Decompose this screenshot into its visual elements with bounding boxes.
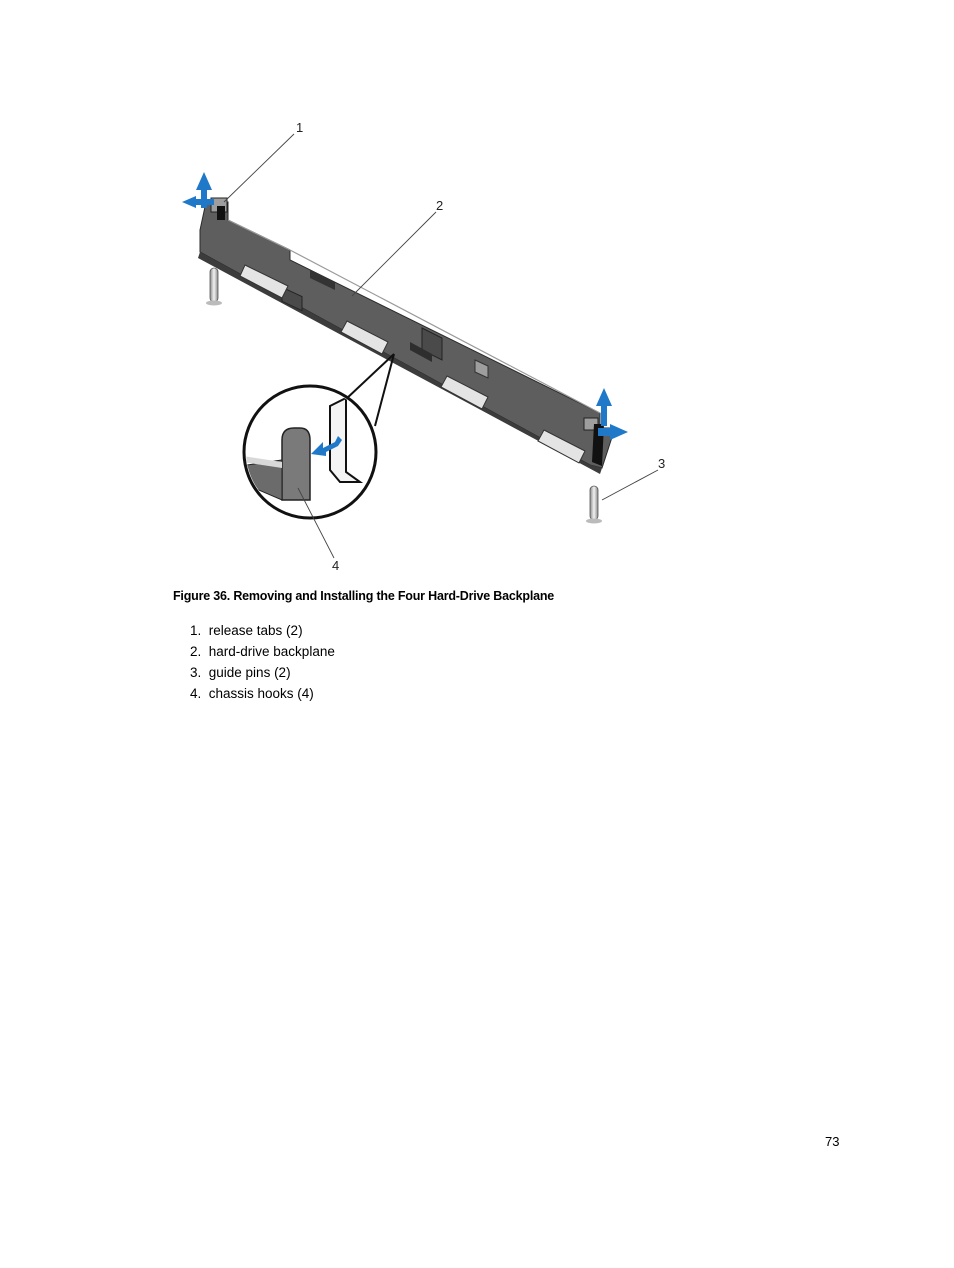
item-number: 3. [190,665,202,680]
lift-arrow-icon [596,388,628,440]
item-text: release tabs (2) [208,623,303,638]
list-item [190,620,335,641]
item-number: 2. [190,644,202,659]
item-text: chassis hooks (4) [208,686,314,701]
lift-arrow-icon [182,172,214,208]
item-number: 4. [190,686,202,701]
page-number: 73 [825,1134,840,1149]
backplane-illustration [170,110,710,580]
legend-list [190,620,335,704]
item-text: guide pins (2) [208,665,291,680]
guide-pin [206,268,222,306]
figure-caption: Figure 36. Removing and Installing the Four Hard-Drive Backplane [173,589,555,603]
guide-pin [586,486,602,524]
callout-2: 2 [436,198,444,213]
list-item [190,641,335,662]
callout-4: 4 [332,558,340,573]
callout-1: 1 [296,120,304,135]
list-item [190,662,335,683]
item-text: hard-drive backplane [208,644,335,659]
chassis-hook-detail [230,354,394,518]
callout-3: 3 [658,456,666,471]
list-item [190,683,335,704]
item-number: 1. [190,623,202,638]
